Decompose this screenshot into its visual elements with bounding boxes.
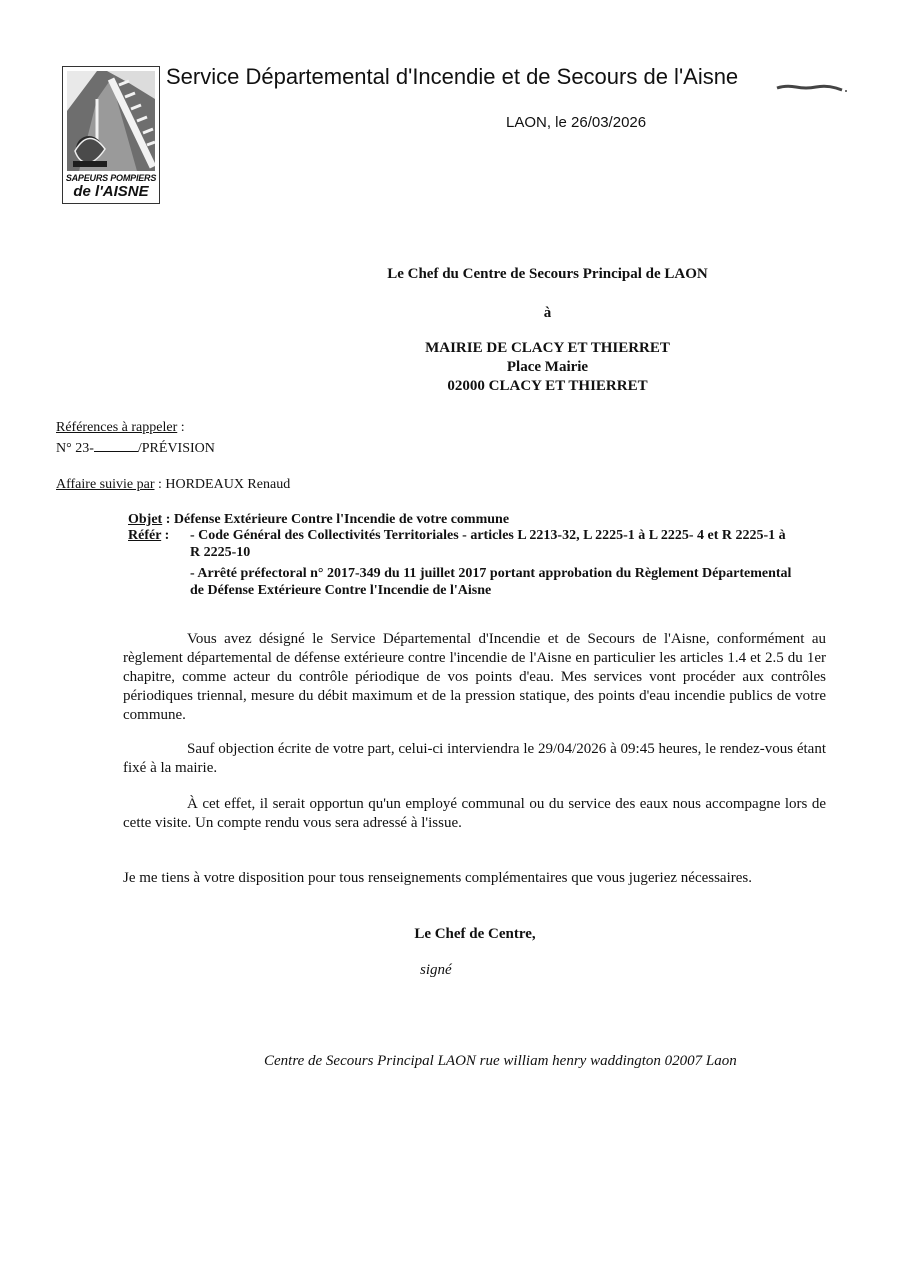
refer-label: Référ [128,528,162,543]
refer-item-1-line1: - Code Général des Collectivités Territoriales - articles L 2213-32, L 2225-1 à L 2225- 4 et R 2225-1 à [190,528,786,543]
body-paragraph-3 [123,795,826,833]
logo-text-line2: de l'AISNE [73,183,149,200]
sender-to: à [543,305,552,321]
objet-line [128,512,509,528]
objet-label: Objet [128,512,163,527]
letter-date: LAON, le 26/03/2026 [506,114,647,131]
firefighter-emblem-icon [67,71,155,171]
affaire-label: Affaire suivie par [56,477,155,492]
affaire-value: : HORDEAUX Renaud [154,477,291,492]
sdis-logo [62,66,160,204]
sender-line: Le Chef du Centre de Secours Principal de LAON [387,266,708,282]
refer-label-line [128,528,169,544]
organization-title: Service Départemental d'Incendie et de Secours de l'Aisne [166,64,739,89]
reference-number-suffix: /PRÉVISION [137,441,215,456]
references-colon: : [177,420,185,435]
refer-colon: : [161,528,170,543]
body-paragraph-3-text: À cet effet, il serait opportun qu'un employé communal ou du service des eaux nous accompagne lors de cette visite. Un compte rendu vous sera adressé à l'issue. [123,796,826,831]
recipient-street: Place Mairie [506,359,589,375]
scribble-mark-icon [776,82,848,94]
objet-text: : Défense Extérieure Contre l'Incendie de votre commune [162,512,510,527]
affaire-suivie [56,477,290,493]
refer-item-2-line2: de Défense Extérieure Contre l'Incendie de l'Aisne [190,583,492,598]
recipient-name: MAIRIE DE CLACY ET THIERRET [425,340,670,356]
reference-number [56,440,215,457]
signature-title: Le Chef de Centre, [414,926,536,942]
refer-item-2-line1: - Arrêté préfectoral n° 2017-349 du 11 juillet 2017 portant approbation du Règlement Départemental [190,566,792,581]
references-label-text: Références à rappeler [56,420,178,435]
footer-address: Centre de Secours Principal LAON rue william henry waddington 02007 Laon [264,1053,737,1069]
references-label [56,420,185,436]
reference-blank [94,440,138,452]
signature-signed: signé [420,962,452,978]
refer-item-1-line2: R 2225-10 [190,545,251,560]
body-paragraph-4: Je me tiens à votre disposition pour tous renseignements complémentaires que vous jugeriez nécessaires. [123,870,752,886]
reference-number-prefix: N° 23- [56,441,94,456]
body-paragraph-2 [123,740,826,778]
body-paragraph-2-text: Sauf objection écrite de votre part, celui-ci interviendra le 29/04/2026 à 09:45 heures, le rendez-vous étant fixé à la mairie. [123,741,826,776]
recipient-city: 02000 CLACY ET THIERRET [447,378,648,394]
body-paragraph-1-text: Vous avez désigné le Service Départemental d'Incendie et de Secours de l'Aisne, conformément au règlement départemental de défense extérieure contre l'incendie de l'Aisne en particulier les articles 1.4 et 2.5 du 1er chapitre, comme acteur du contrôle périodique de vos points d'eau. Mes services vont procéder aux contrôles périodiques triennal, mesure du débit maximum et de la pression statique, des points d'eau incendie publics de votre commune. [123,631,826,723]
body-paragraph-1 [123,630,826,725]
logo-text-line1: SAPEURS POMPIERS [65,173,157,183]
